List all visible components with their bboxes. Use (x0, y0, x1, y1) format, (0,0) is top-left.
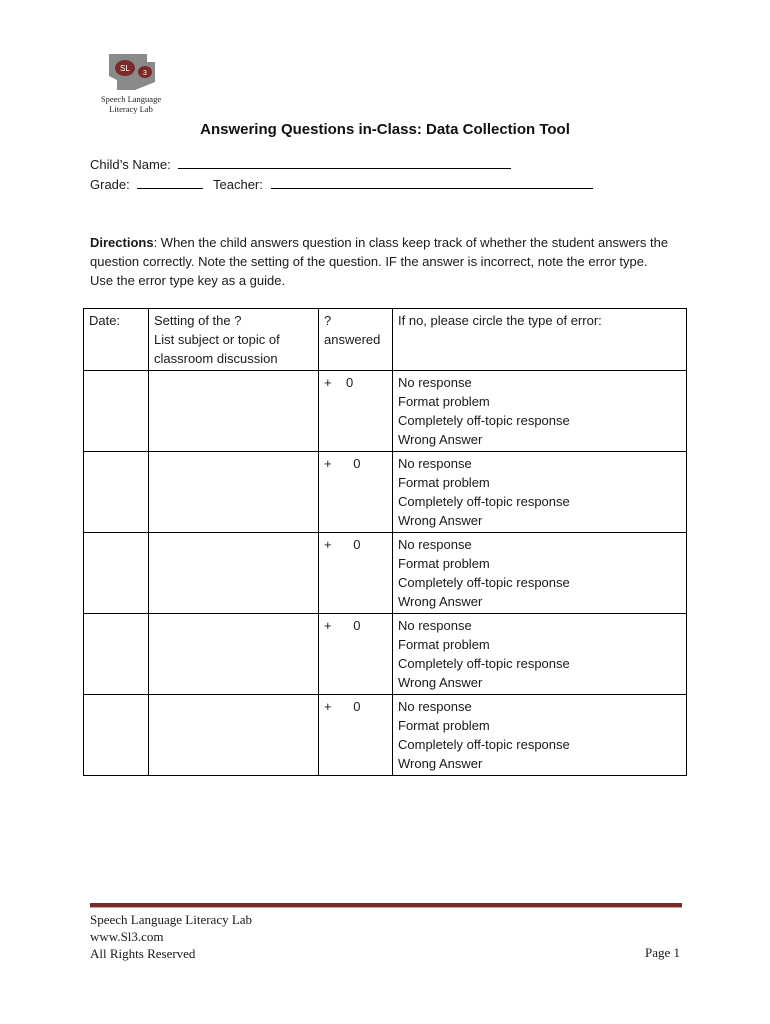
error-option[interactable]: Completely off-topic response (398, 413, 570, 428)
footer (90, 911, 252, 962)
error-option[interactable]: No response (398, 456, 472, 471)
header-error: If no, please circle the type of error: (393, 309, 687, 371)
logo-line1: Speech Language (100, 94, 162, 104)
table-row (84, 695, 687, 776)
setting-cell[interactable] (149, 371, 319, 452)
error-option[interactable]: Format problem (398, 556, 490, 571)
data-collection-table (83, 308, 687, 776)
header-setting (149, 309, 319, 371)
header-setting-line2: List subject or topic of (154, 332, 280, 347)
directions-text: : When the child answers question in class keep track of whether the student answers the question correctly. Note the setting of the question. IF the answer is incorrect, note the error type. Use the error type key as a guide. (90, 235, 669, 288)
answered-cell[interactable]: + 0 (319, 695, 393, 776)
setting-cell[interactable] (149, 533, 319, 614)
error-option[interactable]: Completely off-topic response (398, 656, 570, 671)
grade-label: Grade: (90, 177, 130, 192)
header-answered-line1: ? (324, 313, 332, 328)
teacher-label: Teacher: (213, 177, 263, 192)
table-row (84, 371, 687, 452)
error-option[interactable]: Wrong Answer (398, 513, 483, 528)
error-option[interactable]: Wrong Answer (398, 432, 483, 447)
date-cell[interactable] (84, 614, 149, 695)
directions (90, 233, 670, 290)
date-cell[interactable] (84, 371, 149, 452)
setting-cell[interactable] (149, 614, 319, 695)
error-option[interactable]: Completely off-topic response (398, 737, 570, 752)
table-row (84, 533, 687, 614)
error-option[interactable]: Format problem (398, 394, 490, 409)
error-cell (393, 371, 687, 452)
table-header-row (84, 309, 687, 371)
logo-badge-right: 3 (143, 70, 147, 77)
error-cell (393, 695, 687, 776)
error-option[interactable]: Format problem (398, 637, 490, 652)
logo-badge-left: SL (120, 64, 130, 73)
page-number: Page 1 (644, 945, 680, 960)
table-row (84, 452, 687, 533)
logo-mark-icon (107, 52, 157, 94)
grade-field[interactable] (137, 177, 203, 189)
child-name-field[interactable] (178, 157, 511, 169)
date-cell[interactable] (84, 533, 149, 614)
header-date: Date: (84, 309, 149, 371)
table-row (84, 614, 687, 695)
header-answered (319, 309, 393, 371)
teacher-field[interactable] (271, 177, 593, 189)
answered-cell[interactable]: + 0 (319, 533, 393, 614)
footer-rights: All Rights Reserved (90, 946, 196, 961)
error-option[interactable]: Wrong Answer (398, 594, 483, 609)
child-name-row (90, 157, 511, 172)
header-setting-line3: classroom discussion (154, 351, 278, 366)
date-cell[interactable] (84, 452, 149, 533)
header-answered-line2: answered (324, 332, 381, 347)
answered-cell[interactable]: + 0 (319, 371, 393, 452)
grade-teacher-row (90, 177, 593, 192)
setting-cell[interactable] (149, 452, 319, 533)
footer-divider (90, 903, 682, 908)
logo-text (95, 94, 167, 114)
footer-org: Speech Language Literacy Lab (90, 912, 253, 927)
error-option[interactable]: Wrong Answer (398, 675, 483, 690)
error-option[interactable]: Format problem (398, 475, 490, 490)
setting-cell[interactable] (149, 695, 319, 776)
error-option[interactable]: No response (398, 375, 472, 390)
error-cell (393, 533, 687, 614)
error-option[interactable]: Completely off-topic response (398, 494, 570, 509)
answered-cell[interactable]: + 0 (319, 452, 393, 533)
error-option[interactable]: Format problem (398, 718, 490, 733)
error-cell (393, 452, 687, 533)
header-setting-line1: Setting of the ? (154, 313, 242, 328)
error-option[interactable]: Completely off-topic response (398, 575, 570, 590)
footer-website[interactable]: www.Sl3.com (90, 929, 164, 944)
error-option[interactable]: No response (398, 699, 472, 714)
error-cell (393, 614, 687, 695)
directions-label: Directions (90, 235, 154, 250)
error-option[interactable]: Wrong Answer (398, 756, 483, 771)
logo (95, 52, 167, 118)
answered-cell[interactable]: + 0 (319, 614, 393, 695)
child-name-label: Child’s Name: (90, 157, 171, 172)
page-title: Answering Questions in-Class: Data Collection Tool (200, 121, 570, 138)
date-cell[interactable] (84, 695, 149, 776)
error-option[interactable]: No response (398, 618, 472, 633)
logo-line2: Literacy Lab (109, 104, 153, 114)
error-option[interactable]: No response (398, 537, 472, 552)
